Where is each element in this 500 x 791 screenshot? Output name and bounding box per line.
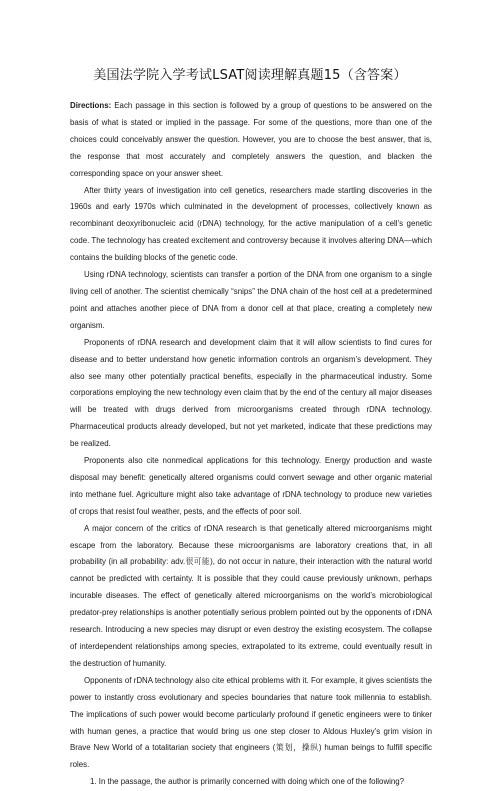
question-1: 1. In the passage, the author is primarily concerned with doing which one of the following? (90, 777, 405, 787)
passage-paragraph-1: After thirty years of investigation into cell genetics, researchers made startling discoveries in the 1960s and early 1970s which culminated in the development of processes, collectively known as recombinant deoxyribonucleic acid (rDNA) technology, for the active manipulation of a cell’s genetic code. The technology has created excitement and controversy because it involves altering DNA—which contains the building blocks of the genetic code. (70, 185, 432, 263)
passage-paragraph-2: Using rDNA technology, scientists can transfer a portion of the DNA from one organism to a single living cell of another. The scientist chemically “snips” the DNA chain of the host cell at a predetermined point and attaches another piece of DNA from a donor cell at that place, creating a completely new organism. (70, 270, 432, 330)
passage-paragraph-5: A major concern of the critics of rDNA research is that genetically altered microorganisms might escape from the laboratory. Because these microorganisms are laboratory creations that, in all probability (in all probability: adv.很可能), do not occur in nature, their interaction with the natural world cannot be predicted with certainty. It is possible that they could cause previously unknown, perhaps incurable diseases. The effect of genetically altered microorganisms on the world’s microbiological predator-prey relationships is another potentially serious problem pointed out by the opponents of rDNA research. Introducing a new species may disrupt or even destroy the existing ecosystem. The collapse of interdependent relationships among species, extrapolated to its extreme, could eventually result in the destruction of humanity. (70, 523, 432, 668)
document-body (70, 98, 432, 791)
directions-paragraph (70, 98, 432, 183)
passage-paragraph-4: Proponents also cite nonmedical applications for this technology. Energy production and waste disposal may benefit: genetically altered organisms could convert sewage and other organic material into methane fuel. Agriculture might also take advantage of rDNA technology to produce new varieties of crops that resist foul weather, pests, and the effects of poor soil. (70, 456, 432, 516)
passage-paragraph-3: Proponents of rDNA research and development claim that it will allow scientists to find cures for disease and to better understand how genetic information controls an organism’s development. They also see many other potentially practical benefits, especially in the pharmaceutical industry. Some corporations employing the new technology even claim that by the end of the century all major diseases will be treated with drugs derived from microorganisms created through rDNA technology. Pharmaceutical products already developed, but not yet marketed, indicate that these predictions may be realized. (70, 337, 432, 449)
directions-label: Directions: (70, 101, 112, 110)
directions-text: Each passage in this section is followed by a group of questions to be answered on the basis of what is stated or implied in the passage. For some of the questions, more than one of the choices could conceivably answer the question. However, you are to choose the best answer, that is, the response that most accurately and completely answers the question, and blacken the corresponding space on your answer sheet. (70, 101, 432, 178)
document-title: 美国法学院入学考试LSAT阅读理解真题15（含答案） (93, 68, 407, 83)
passage-paragraph-6: Opponents of rDNA technology also cite ethical problems with it. For example, it gives scientists the power to instantly cross evolutionary and species boundaries that nature took millennia to establish. The implications of such power would become particularly profound if genetic engineers were to tinker with human genes, a practice that would bring us one step closer to Aldous Huxley’s grim vision in Brave New World of a totalitarian society that engineers (策划，操纵) human beings to fulfill specific roles. (70, 675, 432, 770)
